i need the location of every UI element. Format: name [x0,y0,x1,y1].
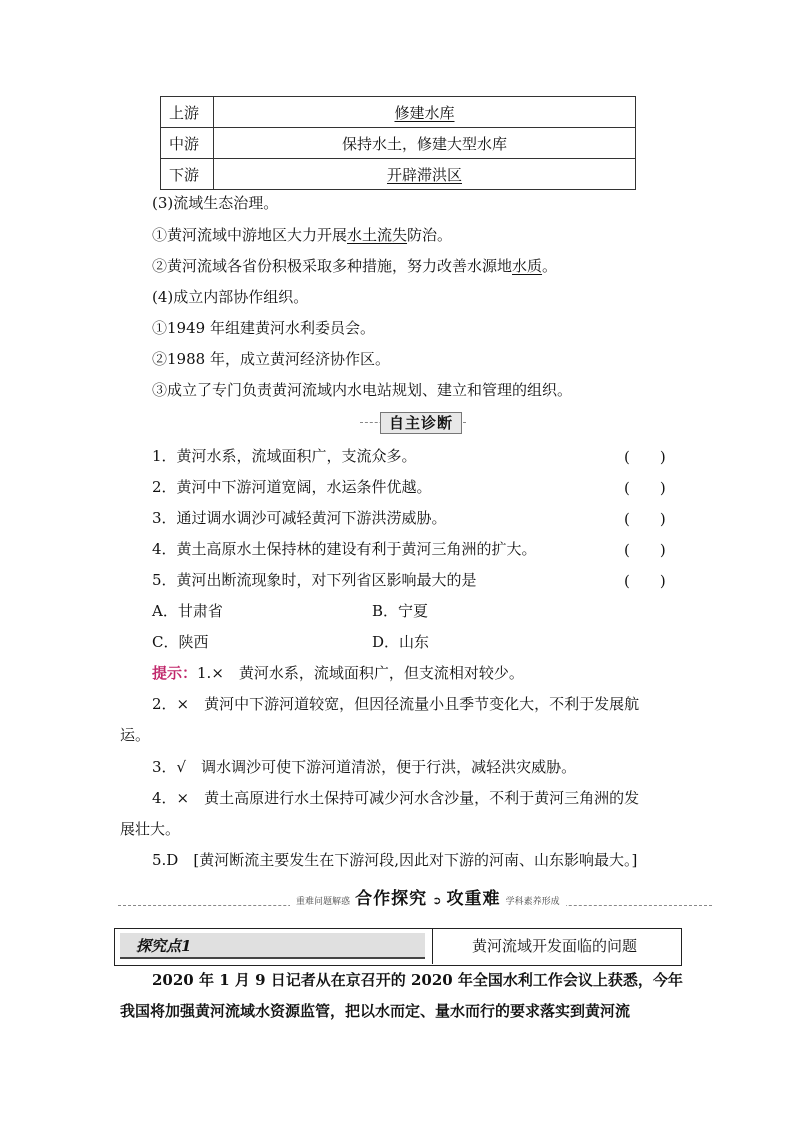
answer-paren: ( ) [624,541,666,559]
option-d: D．山东 [372,633,430,651]
row-value [214,159,636,190]
row-label: 上游 [161,97,214,128]
section-title-2: 攻重难 [446,889,501,909]
question: 2．黄河中下游河道宽阔，水运条件优越。 [152,478,432,496]
hint-4-cont: 展壮大。 [120,820,181,838]
answer-paren: ( ) [624,448,666,466]
banner-text: 自主诊断 [380,412,462,434]
section3-item2 [152,256,557,276]
row-value-text: 保持水土，修建大型水库 [341,134,507,153]
section3-heading: (3)流域生态治理。 [152,194,279,212]
inquiry-label: 探究点1 [136,937,192,955]
hint-5: 5.D [黄河断流主要发生在下游河段,因此对下游的河南、山东影响最大。] [152,851,638,869]
section-title: 合作探究 [355,889,428,909]
diagnosis-banner [380,412,462,433]
question: 5．黄河出断流现象时，对下列省区影响最大的是 [152,571,477,589]
item-text: 防治。 [407,226,453,244]
option-a: A．甘肃省 [152,602,223,620]
inquiry-title: 黄河流域开发面临的问题 [472,937,638,955]
hint-label: 提示： [152,664,198,682]
row-label: 下游 [161,159,214,190]
section4-item: ②1988 年，成立黄河经济协作区。 [152,350,390,368]
answer-paren: ( ) [624,510,666,528]
hint-3: 3．√ 调水调沙可使下游河道清淤，便于行洪，减轻洪灾威胁。 [152,758,577,776]
hint-2-cont: 运。 [120,726,151,744]
inquiry-divider [432,928,433,964]
table-row [161,159,636,190]
option-c: C．陕西 [152,633,209,651]
hint-text: 1.× 黄河水系，流域面积广，但支流相对较少。 [197,664,524,682]
hint-2: 2．× 黄河中下游河道较宽，但因径流量小且季节变化大，不利于发展航 [152,695,640,713]
section-right-text: 学科素养形成 [505,897,560,907]
question: 1．黄河水系，流域面积广，支流众多。 [152,447,417,465]
option-b: B．宁夏 [372,602,429,620]
row-value [214,128,636,159]
section3-item1 [152,225,452,245]
section4-item: ③成立了专门负责黄河流域内水电站规划、建立和管理的组织。 [152,381,573,399]
row-value-text: 修建水库 [394,103,455,122]
section4-item: ①1949 年组建黄河水利委员会。 [152,319,375,337]
row-value [214,97,636,128]
section-left-text: 重难问题解惑 [296,897,351,907]
item-underlined: 水土流失 [347,226,408,244]
development-table [160,96,636,190]
section-header [290,884,566,909]
hint-4: 4．× 黄土高原进行水土保持可减少河水含沙量，不利于黄河三角洲的发 [152,789,640,807]
table-row [161,128,636,159]
arrow-icon: ➲ [432,894,442,907]
question: 3．通过调水调沙可减轻黄河下游洪涝威胁。 [152,509,447,527]
item-text: ②黄河流域各省份积极采取多种措施，努力改善水源地 [152,257,513,275]
item-underlined: 水质 [512,257,543,275]
row-value-text: 开辟滞洪区 [386,165,462,184]
question: 4．黄土高原水土保持林的建设有利于黄河三角洲的扩大。 [152,540,537,558]
answer-paren: ( ) [624,479,666,497]
section4-heading: (4)成立内部协作组织。 [152,288,309,306]
body-line: 我国将加强黄河流域水资源监管，把以水而定、量水而行的要求落实到黄河流 [120,1002,631,1020]
row-label: 中游 [161,128,214,159]
item-text: 。 [542,257,558,275]
body-line: 2020 年 1 月 9 日记者从在京召开的 2020 年全国水利工作会议上获悉，今年 [152,971,683,989]
table-row [161,97,636,128]
hint-1 [152,663,524,683]
answer-paren: ( ) [624,572,666,590]
item-text: ①黄河流域中游地区大力开展 [152,226,348,244]
